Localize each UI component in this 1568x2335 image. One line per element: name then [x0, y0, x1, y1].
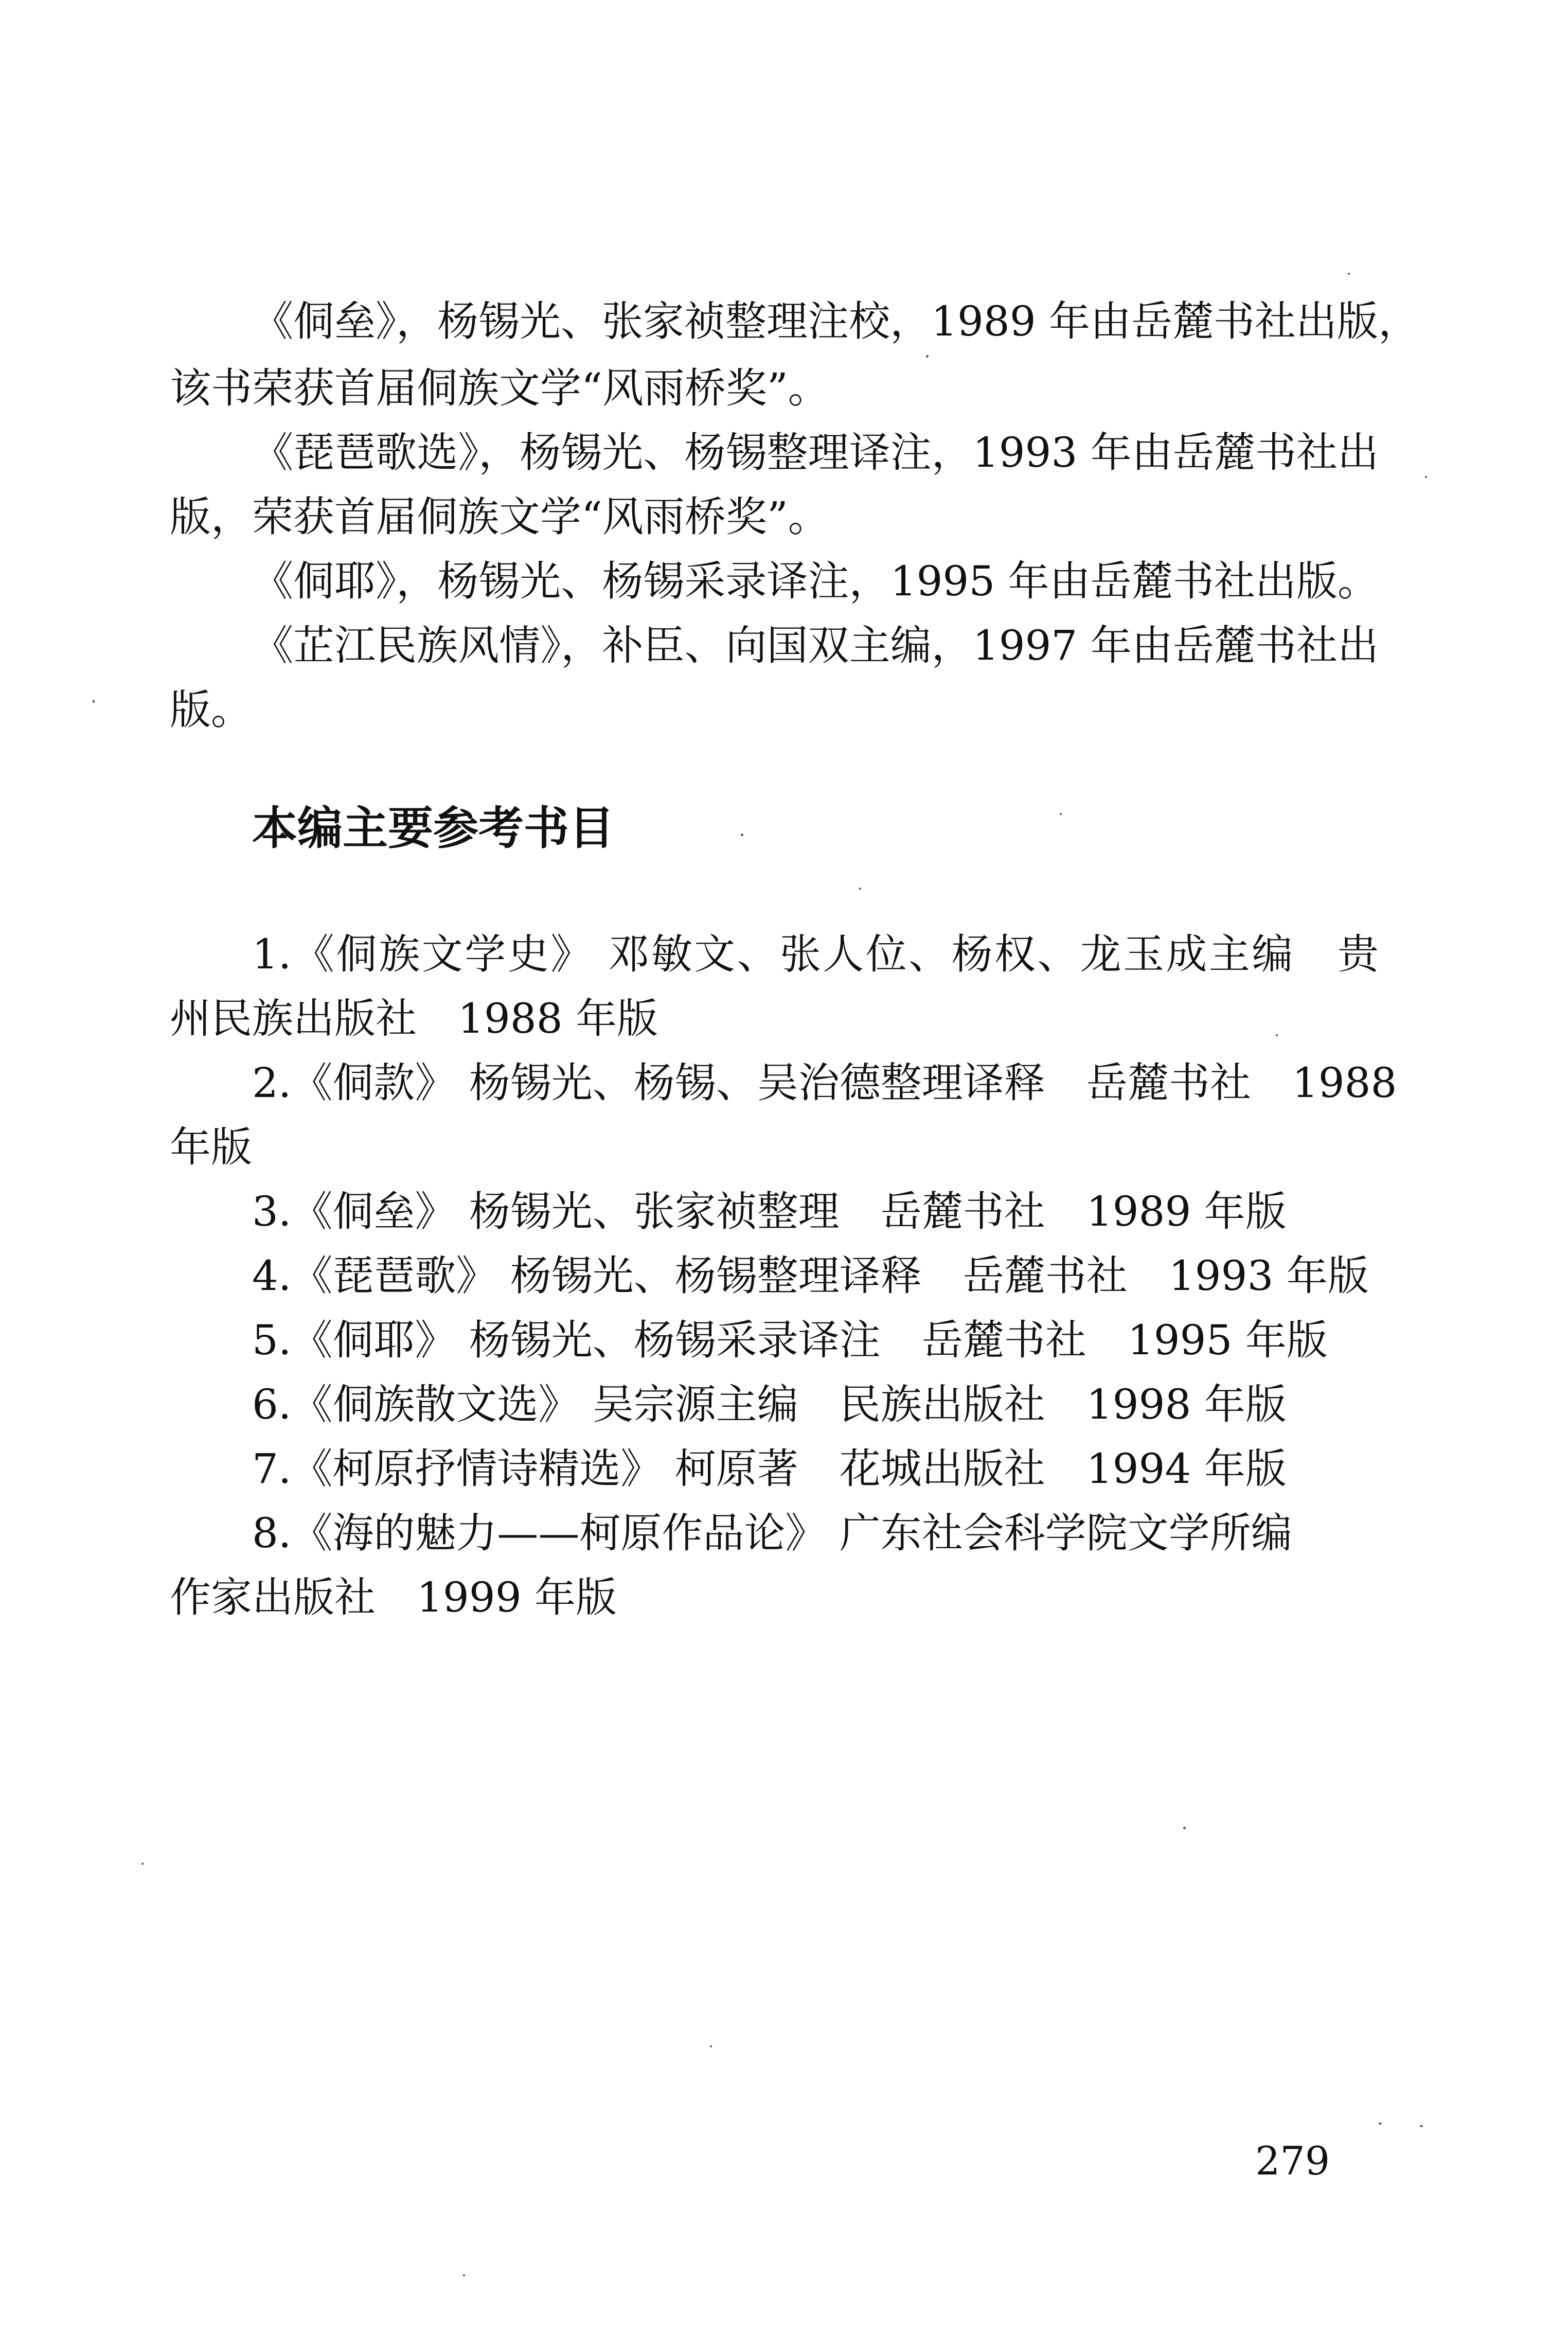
reference-3: 3.《侗垒》 杨锡光、张家祯整理 岳麓书社 1989 年版: [252, 1188, 1287, 1235]
scan-speck: [859, 888, 861, 890]
scan-speck: [141, 1863, 144, 1865]
reference-2-line-1: 2.《侗款》 杨锡光、杨锡、吴治德整理译释 岳麓书社 1988: [252, 1059, 1397, 1107]
scan-speck: [463, 2274, 465, 2276]
reference-5: 5.《侗耶》 杨锡光、杨锡采录译注 岳麓书社 1995 年版: [252, 1316, 1328, 1364]
scan-speck: [1379, 2122, 1382, 2125]
reference-8-line-1: 8.《海的魅力——柯原作品论》 广东社会科学院文学所编: [252, 1509, 1292, 1557]
page-number: 279: [1255, 2138, 1330, 2184]
scan-speck: [1425, 476, 1427, 478]
section-heading: 本编主要参考书目: [252, 802, 615, 855]
work-4-line-2: 版。: [170, 686, 252, 734]
reference-2-line-2: 年版: [170, 1123, 252, 1171]
scan-speck: [741, 834, 743, 836]
scan-speck: [1183, 1827, 1186, 1829]
reference-8-line-2: 作家出版社 1999 年版: [170, 1573, 617, 1621]
reference-1-line-1: 1.《侗族文学史》 邓敏文、张人位、杨权、龙玉成主编 贵: [252, 930, 1379, 978]
scan-speck: [1276, 1034, 1278, 1036]
work-1-line-2: 该书荣获首届侗族文学“风雨桥奖”。: [170, 364, 829, 412]
work-2-line-1: 《琵琶歌选》，杨锡光、杨锡整理译注，1993 年由岳麓书社出: [252, 429, 1379, 476]
scan-speck: [926, 355, 929, 358]
scan-speck: [1060, 813, 1062, 815]
work-4-line-1: 《芷江民族风情》，补臣、向国双主编，1997 年由岳麓书社出: [252, 622, 1379, 669]
reference-1-line-2: 州民族出版社 1988 年版: [170, 995, 658, 1042]
work-1-line-1: 《侗垒》，杨锡光、张家祯整理注校，1989 年由岳麓书社出版，: [252, 297, 1420, 345]
work-2-line-2: 版，荣获首届侗族文学“风雨桥奖”。: [170, 493, 829, 541]
scan-speck: [1348, 273, 1350, 275]
reference-6: 6.《侗族散文选》 吴宗源主编 民族出版社 1998 年版: [252, 1381, 1287, 1428]
scan-speck: [1420, 2125, 1423, 2127]
reference-4: 4.《琵琶歌》 杨锡光、杨锡整理译释 岳麓书社 1993 年版: [252, 1252, 1369, 1300]
reference-7: 7.《柯原抒情诗精选》 柯原著 花城出版社 1994 年版: [252, 1445, 1287, 1493]
work-3-line-1: 《侗耶》，杨锡光、杨锡采录译注，1995 年由岳麓书社出版。: [252, 557, 1379, 605]
scan-speck: [93, 700, 95, 703]
scan-speck: [710, 2045, 712, 2047]
